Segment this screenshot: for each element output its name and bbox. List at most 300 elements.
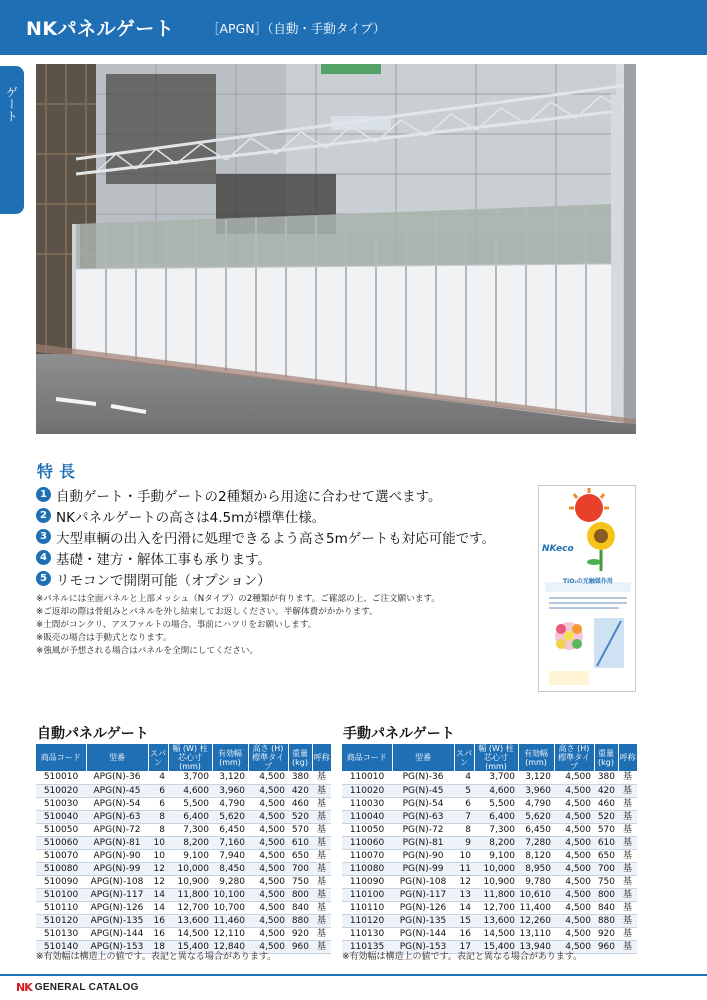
table-cell: 110060 xyxy=(342,836,392,849)
table-row xyxy=(342,914,637,927)
table-cell: 基 xyxy=(312,771,331,784)
table-header-cell: 商品コード xyxy=(342,744,392,771)
table-row xyxy=(342,836,637,849)
table-cell: 10 xyxy=(454,849,474,862)
table-cell: 510010 xyxy=(36,771,86,784)
table-cell: 基 xyxy=(312,940,331,953)
table-cell: 16 xyxy=(148,927,168,940)
table-cell: 15 xyxy=(454,914,474,927)
table-cell: APG(N)-99 xyxy=(86,862,148,875)
table-cell: 4,500 xyxy=(248,849,288,862)
table-cell: 3,960 xyxy=(212,784,248,797)
table-cell: 基 xyxy=(618,888,637,901)
table-cell: 4,790 xyxy=(212,797,248,810)
table-cell: 9,100 xyxy=(168,849,212,862)
page-footer xyxy=(16,981,139,994)
table-cell: PG(N)-108 xyxy=(392,875,454,888)
features-title: 特長 xyxy=(37,462,82,481)
table-row xyxy=(342,927,637,940)
table-cell: 10 xyxy=(148,849,168,862)
table-row xyxy=(342,823,637,836)
table-cell: 110120 xyxy=(342,914,392,927)
table-cell: 880 xyxy=(288,914,312,927)
table-cell: 18 xyxy=(148,940,168,953)
table-cell: 4,500 xyxy=(554,927,594,940)
table-header-cell: 有効幅 (mm) xyxy=(212,744,248,771)
table-cell: 基 xyxy=(312,862,331,875)
table-row xyxy=(36,849,331,862)
auto-table-title: 自動パネルゲート xyxy=(37,726,149,742)
table-cell: 510040 xyxy=(36,810,86,823)
manual-table-title: 手動パネルゲート xyxy=(343,726,455,742)
table-cell: 13,940 xyxy=(518,940,554,953)
section-tab-label: ゲート xyxy=(4,86,19,122)
table-cell: 4,500 xyxy=(554,836,594,849)
table-cell: 17 xyxy=(454,940,474,953)
table-cell: 4,500 xyxy=(248,888,288,901)
table-cell: 14 xyxy=(454,901,474,914)
table-cell: 4,600 xyxy=(474,784,518,797)
table-cell: PG(N)-72 xyxy=(392,823,454,836)
table-cell: APG(N)-81 xyxy=(86,836,148,849)
table-cell: 10,900 xyxy=(474,875,518,888)
table-cell: 510090 xyxy=(36,875,86,888)
table-cell: 14,500 xyxy=(474,927,518,940)
table-row xyxy=(36,888,331,901)
table-cell: 4,500 xyxy=(554,771,594,784)
table-cell: 6,450 xyxy=(212,823,248,836)
table-cell: 510060 xyxy=(36,836,86,849)
table-cell: APG(N)-153 xyxy=(86,940,148,953)
table-cell: 基 xyxy=(618,940,637,953)
table-row xyxy=(342,797,637,810)
table-cell: 10,700 xyxy=(212,901,248,914)
table-cell: 基 xyxy=(618,849,637,862)
table-cell: 4,500 xyxy=(248,875,288,888)
table-cell: 6 xyxy=(148,784,168,797)
section-tab xyxy=(0,66,24,214)
table-cell: 4,500 xyxy=(554,914,594,927)
table-cell: PG(N)-90 xyxy=(392,849,454,862)
table-cell: 8 xyxy=(148,810,168,823)
table-cell: 12,260 xyxy=(518,914,554,927)
feature-text: リモコンで開閉可能（オプション） xyxy=(56,572,271,589)
table-header-row xyxy=(36,744,331,771)
table-row xyxy=(36,823,331,836)
feature-item xyxy=(36,484,495,505)
table-cell: 4,500 xyxy=(554,849,594,862)
table-cell: 基 xyxy=(618,836,637,849)
table-cell: 8,120 xyxy=(518,849,554,862)
table-cell: 基 xyxy=(618,810,637,823)
table-row xyxy=(342,849,637,862)
table-cell: 4,500 xyxy=(554,940,594,953)
table-header-cell: 幅 (W) 柱芯心寸 (mm) xyxy=(474,744,518,771)
table-cell: APG(N)-45 xyxy=(86,784,148,797)
table-cell: 基 xyxy=(312,901,331,914)
table-row xyxy=(342,862,637,875)
table-cell: PG(N)-99 xyxy=(392,862,454,875)
table-cell: 12,700 xyxy=(168,901,212,914)
features-list xyxy=(36,484,495,589)
table-cell: 基 xyxy=(312,849,331,862)
table-cell: 6,400 xyxy=(474,810,518,823)
table-cell: 基 xyxy=(312,784,331,797)
note-line: ※強風が予想される場合はパネルを全開にしてください。 xyxy=(36,646,259,656)
table-cell: 4,500 xyxy=(554,784,594,797)
table-cell: 4,500 xyxy=(248,901,288,914)
table-cell: 4,500 xyxy=(248,862,288,875)
table-cell: 110050 xyxy=(342,823,392,836)
table-row xyxy=(36,927,331,940)
note-line: ※土間がコンクリ、アスファルトの場合、事前にハツリをお願いします。 xyxy=(36,620,317,630)
table-cell: 4,500 xyxy=(554,901,594,914)
table-cell: 基 xyxy=(618,901,637,914)
table-cell: PG(N)-144 xyxy=(392,927,454,940)
table-cell: 4,500 xyxy=(248,823,288,836)
table-row xyxy=(36,875,331,888)
table-cell: 7,280 xyxy=(518,836,554,849)
table-cell: 4,500 xyxy=(248,810,288,823)
table-cell: 10,610 xyxy=(518,888,554,901)
table-cell: APG(N)-54 xyxy=(86,797,148,810)
feature-text: 自動ゲート・手動ゲートの2種類から用途に合わせて選べます。 xyxy=(56,488,442,505)
table-cell: PG(N)-153 xyxy=(392,940,454,953)
table-row xyxy=(36,810,331,823)
table-cell: 12 xyxy=(454,875,474,888)
table-cell: 650 xyxy=(594,849,618,862)
table-row xyxy=(342,901,637,914)
table-cell: 12 xyxy=(148,862,168,875)
table-cell: 13,600 xyxy=(474,914,518,927)
table-row xyxy=(36,771,331,784)
table-cell: PG(N)-54 xyxy=(392,797,454,810)
table-cell: PG(N)-36 xyxy=(392,771,454,784)
table-cell: 12 xyxy=(148,875,168,888)
table-cell: 5,500 xyxy=(168,797,212,810)
feature-item xyxy=(36,526,495,547)
table-cell: 110100 xyxy=(342,888,392,901)
table-cell: 11,800 xyxy=(474,888,518,901)
table-cell: 16 xyxy=(148,914,168,927)
table-header-cell: 有効幅 (mm) xyxy=(518,744,554,771)
table-cell: 4,500 xyxy=(554,888,594,901)
table-cell: 基 xyxy=(618,771,637,784)
table-cell: 10,000 xyxy=(168,862,212,875)
table-cell: 6 xyxy=(148,797,168,810)
page-title: NKパネルゲート xyxy=(26,18,175,40)
table-cell: 6,450 xyxy=(518,823,554,836)
table-cell: 8,200 xyxy=(474,836,518,849)
poster-brand: NKeco xyxy=(542,544,574,554)
table-cell: 510130 xyxy=(36,927,86,940)
table-cell: 510120 xyxy=(36,914,86,927)
table-cell: 14,500 xyxy=(168,927,212,940)
page-header xyxy=(0,0,707,55)
table-cell: 5,620 xyxy=(518,810,554,823)
table-cell: 3,120 xyxy=(518,771,554,784)
table-row xyxy=(36,914,331,927)
nkeco-poster xyxy=(538,485,636,692)
feature-item xyxy=(36,547,495,568)
table-cell: 8 xyxy=(454,823,474,836)
table-cell: 800 xyxy=(288,888,312,901)
table-cell: 10 xyxy=(148,836,168,849)
table-cell: PG(N)-117 xyxy=(392,888,454,901)
table-cell: 4,500 xyxy=(248,797,288,810)
table-cell: APG(N)-63 xyxy=(86,810,148,823)
table-cell: 基 xyxy=(618,862,637,875)
table-cell: 8 xyxy=(148,823,168,836)
table-cell: 5,500 xyxy=(474,797,518,810)
table-row xyxy=(36,797,331,810)
table-cell: APG(N)-36 xyxy=(86,771,148,784)
table-cell: 110040 xyxy=(342,810,392,823)
table-cell: 510020 xyxy=(36,784,86,797)
table-cell: 700 xyxy=(288,862,312,875)
note-line: ※パネルには全面パネルと上部メッシュ（Nタイプ）の2種類が有ります。ご確認の上、ご注文願います。 xyxy=(36,594,440,604)
table-cell: 110030 xyxy=(342,797,392,810)
table-cell: 7,160 xyxy=(212,836,248,849)
table-cell: 4,500 xyxy=(248,940,288,953)
table-cell: 基 xyxy=(618,875,637,888)
table-cell: 10,100 xyxy=(212,888,248,901)
table-cell: 4,500 xyxy=(554,862,594,875)
table-cell: 12,840 xyxy=(212,940,248,953)
table-cell: 11 xyxy=(454,862,474,875)
table-cell: 基 xyxy=(312,914,331,927)
table-cell: 570 xyxy=(594,823,618,836)
table-row xyxy=(342,810,637,823)
table-header-cell: 型番 xyxy=(86,744,148,771)
table-row xyxy=(342,784,637,797)
note-line: ※ご返却の際は骨組みとパネルを外し結束してお返しください。半解体費がかかります。 xyxy=(36,607,378,617)
table-cell: 基 xyxy=(618,914,637,927)
table-cell: 510100 xyxy=(36,888,86,901)
feature-number: 1 xyxy=(36,487,51,502)
table-cell: 510110 xyxy=(36,901,86,914)
table-cell: 12,700 xyxy=(474,901,518,914)
table-cell: 110130 xyxy=(342,927,392,940)
poster-caption: TiO₂の光触媒作用 xyxy=(563,578,613,585)
table-cell: 520 xyxy=(288,810,312,823)
table-cell: PG(N)-81 xyxy=(392,836,454,849)
table-cell: 10,900 xyxy=(168,875,212,888)
table-cell: 920 xyxy=(288,927,312,940)
table-cell: APG(N)-144 xyxy=(86,927,148,940)
table-cell: 840 xyxy=(594,901,618,914)
table-cell: 4,500 xyxy=(554,823,594,836)
table-cell: APG(N)-72 xyxy=(86,823,148,836)
table-cell: 520 xyxy=(594,810,618,823)
auto-gate-table xyxy=(36,744,331,954)
table-cell: 4,500 xyxy=(248,927,288,940)
table-cell: APG(N)-126 xyxy=(86,901,148,914)
table-cell: 13 xyxy=(454,888,474,901)
footer-logo: NK xyxy=(16,981,32,994)
feature-number: 3 xyxy=(36,529,51,544)
table-cell: 基 xyxy=(312,797,331,810)
table-header-cell: 重量 (kg) xyxy=(594,744,618,771)
table-cell: 510080 xyxy=(36,862,86,875)
table-cell: 基 xyxy=(312,875,331,888)
table-cell: 610 xyxy=(288,836,312,849)
feature-text: 基礎・建方・解体工事も承ります。 xyxy=(56,551,271,568)
table-cell: 5 xyxy=(454,784,474,797)
notes-block xyxy=(36,593,440,658)
manual-table-note: ※有効幅は構造上の値です。表記と異なる場合があります。 xyxy=(342,952,583,962)
table-header-cell: 高さ (H) 標準タイプ xyxy=(248,744,288,771)
table-cell: 基 xyxy=(312,836,331,849)
table-cell: 12,110 xyxy=(212,927,248,940)
table-cell: 800 xyxy=(594,888,618,901)
table-cell: 920 xyxy=(594,927,618,940)
table-cell: 基 xyxy=(618,927,637,940)
table-cell: APG(N)-117 xyxy=(86,888,148,901)
table-header-cell: 高さ (H) 標準タイプ xyxy=(554,744,594,771)
table-cell: 4,500 xyxy=(248,836,288,849)
auto-table-note: ※有効幅は構造上の値です。表記と異なる場合があります。 xyxy=(36,952,277,962)
table-cell: 9,100 xyxy=(474,849,518,862)
table-cell: 基 xyxy=(618,784,637,797)
table-cell: 8,950 xyxy=(518,862,554,875)
table-cell: 3,700 xyxy=(474,771,518,784)
table-cell: 420 xyxy=(594,784,618,797)
table-cell: PG(N)-126 xyxy=(392,901,454,914)
table-cell: 3,700 xyxy=(168,771,212,784)
table-header-row xyxy=(342,744,637,771)
footer-rule xyxy=(0,974,707,976)
table-row xyxy=(36,901,331,914)
table-cell: 基 xyxy=(312,888,331,901)
feature-text: 大型車輌の出入を円滑に処理できるよう高さ5mゲートも対応可能です。 xyxy=(56,530,496,547)
table-cell: 610 xyxy=(594,836,618,849)
table-row xyxy=(342,888,637,901)
table-cell: 7 xyxy=(454,810,474,823)
table-cell: 3,960 xyxy=(518,784,554,797)
table-cell: 700 xyxy=(594,862,618,875)
table-cell: 510030 xyxy=(36,797,86,810)
table-cell: 8,450 xyxy=(212,862,248,875)
table-cell: 110090 xyxy=(342,875,392,888)
feature-item xyxy=(36,505,495,526)
table-row xyxy=(36,784,331,797)
table-cell: 750 xyxy=(288,875,312,888)
feature-number: 5 xyxy=(36,571,51,586)
table-cell: APG(N)-135 xyxy=(86,914,148,927)
table-cell: 4,500 xyxy=(248,784,288,797)
table-cell: 420 xyxy=(288,784,312,797)
table-cell: 基 xyxy=(312,927,331,940)
feature-number: 2 xyxy=(36,508,51,523)
table-header-cell: 呼称 xyxy=(618,744,637,771)
table-header-cell: スパン xyxy=(148,744,168,771)
table-cell: 110110 xyxy=(342,901,392,914)
table-cell: 基 xyxy=(618,823,637,836)
table-row xyxy=(342,771,637,784)
table-cell: 9 xyxy=(454,836,474,849)
table-cell: 4,500 xyxy=(248,771,288,784)
table-cell: 840 xyxy=(288,901,312,914)
table-cell: 110020 xyxy=(342,784,392,797)
table-row xyxy=(36,836,331,849)
table-cell: 4,500 xyxy=(554,810,594,823)
table-cell: 15,400 xyxy=(474,940,518,953)
product-photo xyxy=(36,64,636,434)
table-cell: 16 xyxy=(454,927,474,940)
table-cell: 9,280 xyxy=(212,875,248,888)
table-row xyxy=(36,862,331,875)
manual-gate-table xyxy=(342,744,637,954)
table-cell: 11,400 xyxy=(518,901,554,914)
table-cell: 13,600 xyxy=(168,914,212,927)
feature-number: 4 xyxy=(36,550,51,565)
table-header-cell: 型番 xyxy=(392,744,454,771)
table-cell: 110135 xyxy=(342,940,392,953)
table-cell: 960 xyxy=(594,940,618,953)
table-cell: 4 xyxy=(148,771,168,784)
table-header-cell: 幅 (W) 柱芯心寸 (mm) xyxy=(168,744,212,771)
table-cell: 10,000 xyxy=(474,862,518,875)
table-cell: APG(N)-90 xyxy=(86,849,148,862)
table-header-cell: 呼称 xyxy=(312,744,331,771)
table-cell: PG(N)-63 xyxy=(392,810,454,823)
manual-table-wrap xyxy=(342,744,637,954)
table-cell: 960 xyxy=(288,940,312,953)
table-cell: APG(N)-108 xyxy=(86,875,148,888)
table-cell: 11,800 xyxy=(168,888,212,901)
table-cell: 5,620 xyxy=(212,810,248,823)
auto-table-wrap xyxy=(36,744,331,954)
table-cell: 4,600 xyxy=(168,784,212,797)
table-header-cell: スパン xyxy=(454,744,474,771)
table-cell: 3,120 xyxy=(212,771,248,784)
table-cell: 880 xyxy=(594,914,618,927)
table-cell: 14 xyxy=(148,901,168,914)
table-cell: 8,200 xyxy=(168,836,212,849)
feature-text: NKパネルゲートの高さは4.5mが標準仕様。 xyxy=(56,509,326,526)
table-cell: PG(N)-45 xyxy=(392,784,454,797)
table-cell: 6,400 xyxy=(168,810,212,823)
table-cell: 460 xyxy=(594,797,618,810)
table-cell: 基 xyxy=(618,797,637,810)
table-cell: 4,500 xyxy=(554,797,594,810)
table-cell: 750 xyxy=(594,875,618,888)
table-cell: 4 xyxy=(454,771,474,784)
table-cell: 14 xyxy=(148,888,168,901)
table-cell: 510070 xyxy=(36,849,86,862)
table-cell: 380 xyxy=(594,771,618,784)
table-row xyxy=(342,875,637,888)
table-cell: 510050 xyxy=(36,823,86,836)
table-cell: 6 xyxy=(454,797,474,810)
table-cell: 15,400 xyxy=(168,940,212,953)
table-cell: 7,300 xyxy=(168,823,212,836)
table-cell: PG(N)-135 xyxy=(392,914,454,927)
footer-text: GENERAL CATALOG xyxy=(34,982,139,993)
table-cell: 7,300 xyxy=(474,823,518,836)
table-cell: 110010 xyxy=(342,771,392,784)
note-line: ※販売の場合は手動式となります。 xyxy=(36,633,172,643)
feature-item xyxy=(36,568,495,589)
table-cell: 4,500 xyxy=(248,914,288,927)
page-subtitle: ［APGN］（自動・手動タイプ） xyxy=(207,21,386,36)
table-header-cell: 重量 (kg) xyxy=(288,744,312,771)
table-cell: 11,460 xyxy=(212,914,248,927)
table-cell: 基 xyxy=(312,823,331,836)
table-cell: 110080 xyxy=(342,862,392,875)
table-cell: 110070 xyxy=(342,849,392,862)
